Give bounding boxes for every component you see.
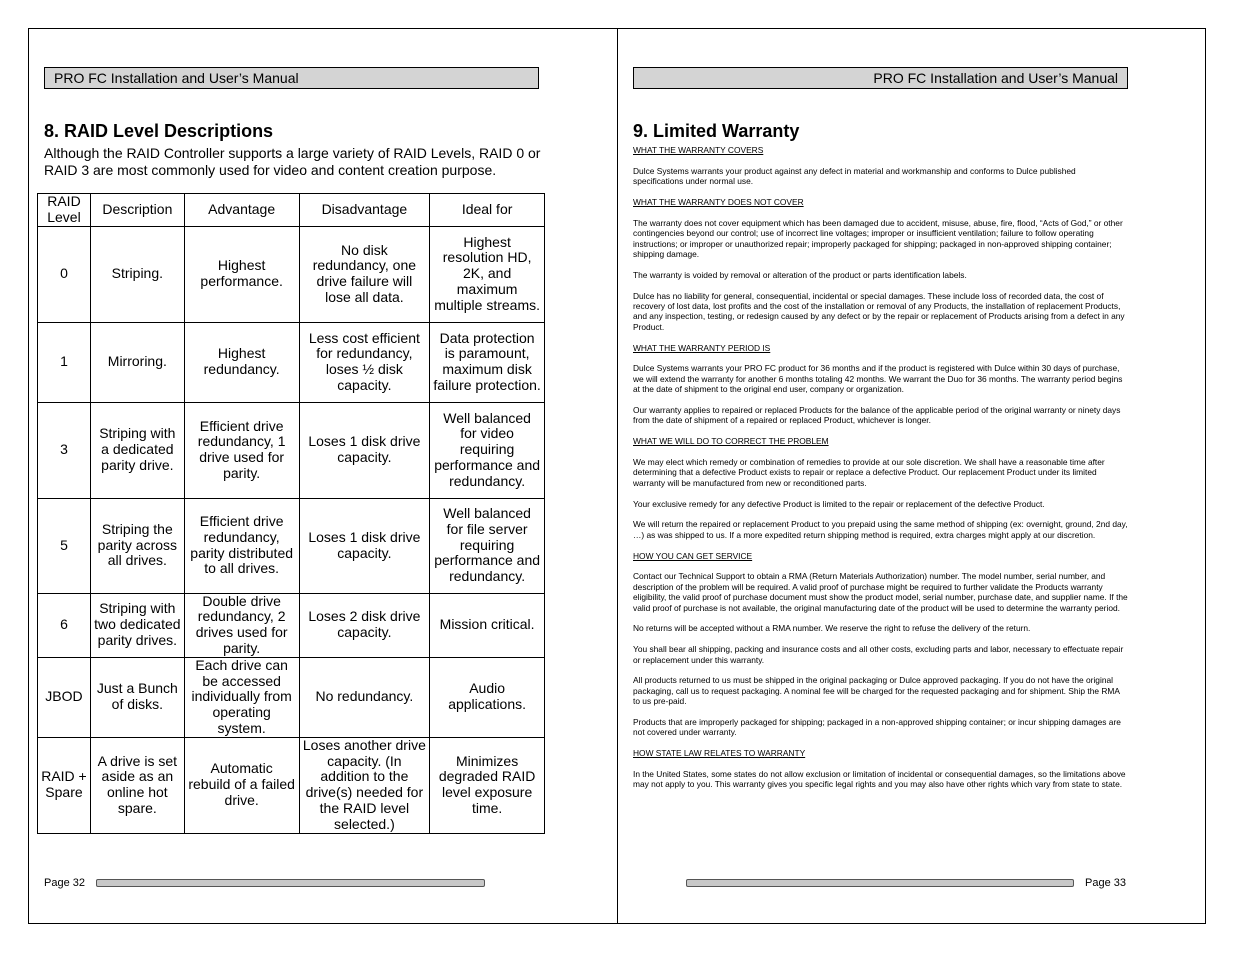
warranty-heading: WHAT THE WARRANTY COVERS xyxy=(633,145,764,155)
header-disadvantage: Disadvantage xyxy=(299,194,430,227)
warranty-paragraph: All products returned to us must be shipped in the original packaging or Dulce approved packaging. If you do not have the original packaging, call us to request packaging. A nominal fee will be charged for the requested packaging and for shipment. Ship the RMA to us pre-paid. xyxy=(633,675,1120,707)
table-cell: Striping with two dedicated parity drives. xyxy=(90,593,184,657)
table-cell: Less cost efficient for redundancy, loses ½ disk capacity. xyxy=(299,322,430,402)
warranty-heading: HOW YOU CAN GET SERVICE xyxy=(633,550,753,561)
warranty-heading: WHAT THE WARRANTY DOES NOT COVER xyxy=(633,197,804,207)
table-cell: Highest redundancy. xyxy=(184,322,299,402)
warranty-paragraph: You shall bear all shipping, packing and insurance costs and all other costs, excluding parts and labor, necessary to effectuate repair or replacement under this warranty. xyxy=(633,644,1124,665)
warranty-paragraph: Your exclusive remedy for any defective Product is limited to the repair or replacement of the defective Product. xyxy=(633,498,1045,509)
warranty-paragraph: In the United States, some states do not allow exclusion or limitation of incidental or consequential damages, so the limitations above may not apply to you. This warranty gives you specific legal rights and you may also have other rights which vary from state to state. xyxy=(633,769,1126,790)
header-ideal-for: Ideal for xyxy=(430,194,545,227)
table-cell: Mission critical. xyxy=(430,593,545,657)
left-footer-bar xyxy=(96,879,485,887)
header-advantage: Advantage xyxy=(184,194,299,227)
table-cell: Striping the parity across all drives. xyxy=(90,498,184,593)
table-cell: Loses another drive capacity. (In addition to the drive(s) needed for the RAID level selected.) xyxy=(299,737,430,833)
table-cell: Data protection is paramount, maximum disk failure protection. xyxy=(430,322,545,402)
warranty-paragraph: No returns will be accepted without a RMA number. We reserve the right to refuse the delivery of the return. xyxy=(633,623,1031,634)
warranty-paragraph: Dulce Systems warrants your product against any defect in material and workmanship and conforms to Dulce published specifications under normal use. xyxy=(633,165,1076,187)
warranty-paragraph: Contact our Technical Support to obtain a RMA (Return Materials Authorization) number. The model number, serial number, and description of the problem will be required. A valid proof of purchase might be required to further validate the Products warranty eligibility, the valid proof of purchase document must show the product model, serial number, purchase date, and supplier name. If the valid proof of purchase is not available, the original manufacturing date of the product will be used to determine the warranty period. xyxy=(633,571,1128,613)
raid-section-title: 8. RAID Level Descriptions xyxy=(44,121,274,141)
warranty-paragraph: Dulce has no liability for general, consequential, incidental or special damages. These include loss of recorded data, the cost of recovery of lost data, lost profits and the cost of the installation or removal of any Products, the installation of replacement Products, and any inspection, testing, or redesign caused by any defect or by the repair or replacement of Products arising from a defect in any Product. xyxy=(633,290,1125,332)
table-cell: Double drive redundancy, 2 drives used for parity. xyxy=(184,593,299,657)
header-description: Description xyxy=(90,194,184,227)
table-cell: Mirroring. xyxy=(90,322,184,402)
table-cell: Each drive can be accessed individually from operating system. xyxy=(184,657,299,737)
table-row xyxy=(38,226,545,322)
warranty-heading: HOW STATE LAW RELATES TO WARRANTY xyxy=(633,748,806,759)
table-header-row xyxy=(38,194,545,227)
warranty-heading: WHAT WE WILL DO TO CORRECT THE PROBLEM xyxy=(633,436,829,447)
warranty-body xyxy=(633,145,1128,800)
right-running-header: PRO FC Installation and User’s Manual xyxy=(633,67,1128,89)
table-cell: Highest resolution HD, 2K, and maximum multiple streams. xyxy=(430,226,545,322)
table-cell: Well balanced for video requiring performance and redundancy. xyxy=(430,402,545,498)
table-cell: Loses 1 disk drive capacity. xyxy=(299,498,430,593)
table-cell: JBOD xyxy=(38,657,91,737)
table-cell: Highest performance. xyxy=(184,226,299,322)
table-cell: 0 xyxy=(38,226,91,322)
table-cell: 3 xyxy=(38,402,91,498)
warranty-paragraph: Our warranty applies to repaired or replaced Products for the balance of the applicable period of the original warranty or ninety days from the date of shipment of a repaired or replaced Product, whichever is longer. xyxy=(633,405,1121,426)
table-cell: Striping with a dedicated parity drive. xyxy=(90,402,184,498)
warranty-paragraph: Products that are improperly packaged for shipping; packaged in a non-approved shipping container; or incur shipping damages are not covered under warranty. xyxy=(633,717,1121,738)
table-cell: Minimizes degraded RAID level exposure time. xyxy=(430,737,545,833)
table-cell: 5 xyxy=(38,498,91,593)
table-cell: Audio applications. xyxy=(430,657,545,737)
table-cell: No redundancy. xyxy=(299,657,430,737)
warranty-paragraph: We may elect which remedy or combination of remedies to provide at our sole discretion. We shall have a reasonable time after determining that a defective Product exists to repair or replace a defective Product. Our replacement Product under its limited warranty will be manufactured from new or reconditioned parts. xyxy=(633,457,1105,488)
table-row xyxy=(38,657,545,737)
table-cell: Efficient drive redundancy, parity distributed to all drives. xyxy=(184,498,299,593)
table-cell: Just a Bunch of disks. xyxy=(90,657,184,737)
warranty-paragraph: We will return the repaired or replacement Product to you prepaid using the same method of shipping (ex: overnight, ground, 2nd day, …) as was shipped to us. If a more expedited return shipping method is required, extra charges might apply at our discretion. xyxy=(633,519,1128,540)
left-page-number: Page 32 xyxy=(44,877,85,889)
table-cell: Loses 1 disk drive capacity. xyxy=(299,402,430,498)
left-running-header: PRO FC Installation and User’s Manual xyxy=(44,67,539,89)
header-raid-level: RAID Level xyxy=(38,194,91,227)
table-cell: 1 xyxy=(38,322,91,402)
table-cell: Automatic rebuild of a failed drive. xyxy=(184,737,299,833)
raid-intro-text: Although the RAID Controller supports a large variety of RAID Levels, RAID 0 or RAID 3 are most commonly used for video and content creation purpose. xyxy=(44,145,541,178)
table-row xyxy=(38,402,545,498)
raid-level-table xyxy=(37,193,545,834)
table-cell: Efficient drive redundancy, 1 drive used for parity. xyxy=(184,402,299,498)
table-cell: A drive is set aside as an online hot spare. xyxy=(90,737,184,833)
warranty-heading: WHAT THE WARRANTY PERIOD IS xyxy=(633,342,771,353)
warranty-paragraph: Dulce Systems warrants your PRO FC product for 36 months and if the product is registered with Dulce within 30 days of purchase, we will extend the warranty for another 6 months totaling 42 months. We warrant the Duo for 36 months. The warranty period begins at the date of shipment to the original end user, company or organization. xyxy=(633,363,1123,395)
table-cell: RAID + Spare xyxy=(38,737,91,833)
warranty-section-title: 9. Limited Warranty xyxy=(633,121,800,141)
table-cell: 6 xyxy=(38,593,91,657)
table-row xyxy=(38,322,545,402)
table-cell: Striping. xyxy=(90,226,184,322)
table-cell: Loses 2 disk drive capacity. xyxy=(299,593,430,657)
table-cell: Well balanced for file server requiring performance and redundancy. xyxy=(430,498,545,593)
warranty-paragraph: The warranty does not cover equipment which has been damaged due to accident, misuse, abuse, fire, flood, “Acts of God,” or other contingencies beyond our control; use of incorrect line voltages; improper or insufficient ventilation; failure to follow operating instructions; or improper or unauthorized repair; improperly packaged for shipping; packaged in non-approved shipping container; shipping damage. xyxy=(633,217,1123,260)
table-row xyxy=(38,593,545,657)
table-row xyxy=(38,498,545,593)
table-row xyxy=(38,737,545,833)
right-footer-bar xyxy=(686,879,1074,887)
page-divider xyxy=(617,28,618,924)
table-cell: No disk redundancy, one drive failure will lose all data. xyxy=(299,226,430,322)
warranty-paragraph: The warranty is voided by removal or alteration of the product or parts identification labels. xyxy=(633,269,967,280)
right-page-number: Page 33 xyxy=(1085,877,1126,889)
